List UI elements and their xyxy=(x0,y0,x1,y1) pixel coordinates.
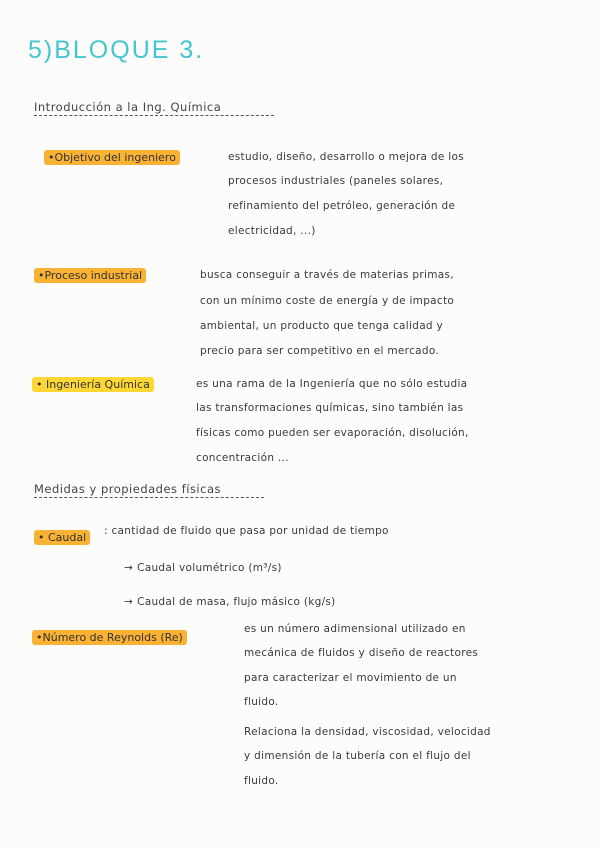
reynolds-line: es un número adimensional utilizado en xyxy=(244,623,466,635)
caudal-item-text: Caudal volumétrico (m³/s) xyxy=(137,562,282,574)
proceso-line: ambiental, un producto que tenga calidad y xyxy=(200,320,444,332)
ingenieria-label: • Ingeniería Química xyxy=(32,377,154,392)
reynolds-line: mecánica de fluidos y diseño de reactores xyxy=(244,647,479,659)
proceso-line: precio para ser competitivo en el mercado. xyxy=(200,345,440,357)
objetivo-line: electricidad, ...) xyxy=(228,225,316,237)
caudal-item-text: Caudal de masa, flujo másico (kg/s) xyxy=(137,596,336,608)
page-title: 5)BLOQUE 3. xyxy=(28,36,205,64)
heading-underline xyxy=(34,497,264,498)
objetivo-line: procesos industriales (paneles solares, xyxy=(228,175,444,187)
objetivo-line: estudio, diseño, desarrollo o mejora de los xyxy=(228,151,464,163)
ingenieria-line: concentración ... xyxy=(196,452,289,464)
intro-heading-text: Introducción a la Ing. Química xyxy=(34,100,222,114)
proceso-line: con un mínimo coste de energía y de impacto xyxy=(200,295,455,307)
ingenieria-line: físicas como pueden ser evaporación, disolución, xyxy=(196,427,469,439)
reynolds-line: para caracterizar el movimiento de un xyxy=(244,672,457,684)
medidas-heading-text: Medidas y propiedades físicas xyxy=(34,482,221,496)
medidas-heading xyxy=(34,482,221,496)
proceso-label: •Proceso industrial xyxy=(34,268,146,283)
heading-underline xyxy=(34,115,274,116)
objetivo-label: •Objetivo del ingeniero xyxy=(44,150,180,165)
caudal-item xyxy=(124,596,336,608)
arrow-right-icon: → xyxy=(124,562,134,574)
ingenieria-line: las transformaciones químicas, sino también las xyxy=(196,402,464,414)
arrow-right-icon: → xyxy=(124,596,134,608)
proceso-line: busca conseguir a través de materias primas, xyxy=(200,269,454,281)
reynolds-line: fluido. xyxy=(244,696,279,708)
reynolds-line: Relaciona la densidad, viscosidad, velocidad xyxy=(244,726,491,738)
intro-heading xyxy=(34,100,221,114)
reynolds-line: fluido. xyxy=(244,775,279,787)
caudal-item xyxy=(124,562,282,574)
ingenieria-line: es una rama de la Ingeniería que no sólo estudia xyxy=(196,378,468,390)
reynolds-label: •Número de Reynolds (Re) xyxy=(32,630,187,645)
caudal-label: • Caudal xyxy=(34,530,90,545)
reynolds-line: y dimensión de la tubería con el flujo del xyxy=(244,750,471,762)
objetivo-line: refinamiento del petróleo, generación de xyxy=(228,200,456,212)
caudal-line: : cantidad de fluido que pasa por unidad de tiempo xyxy=(104,525,389,537)
